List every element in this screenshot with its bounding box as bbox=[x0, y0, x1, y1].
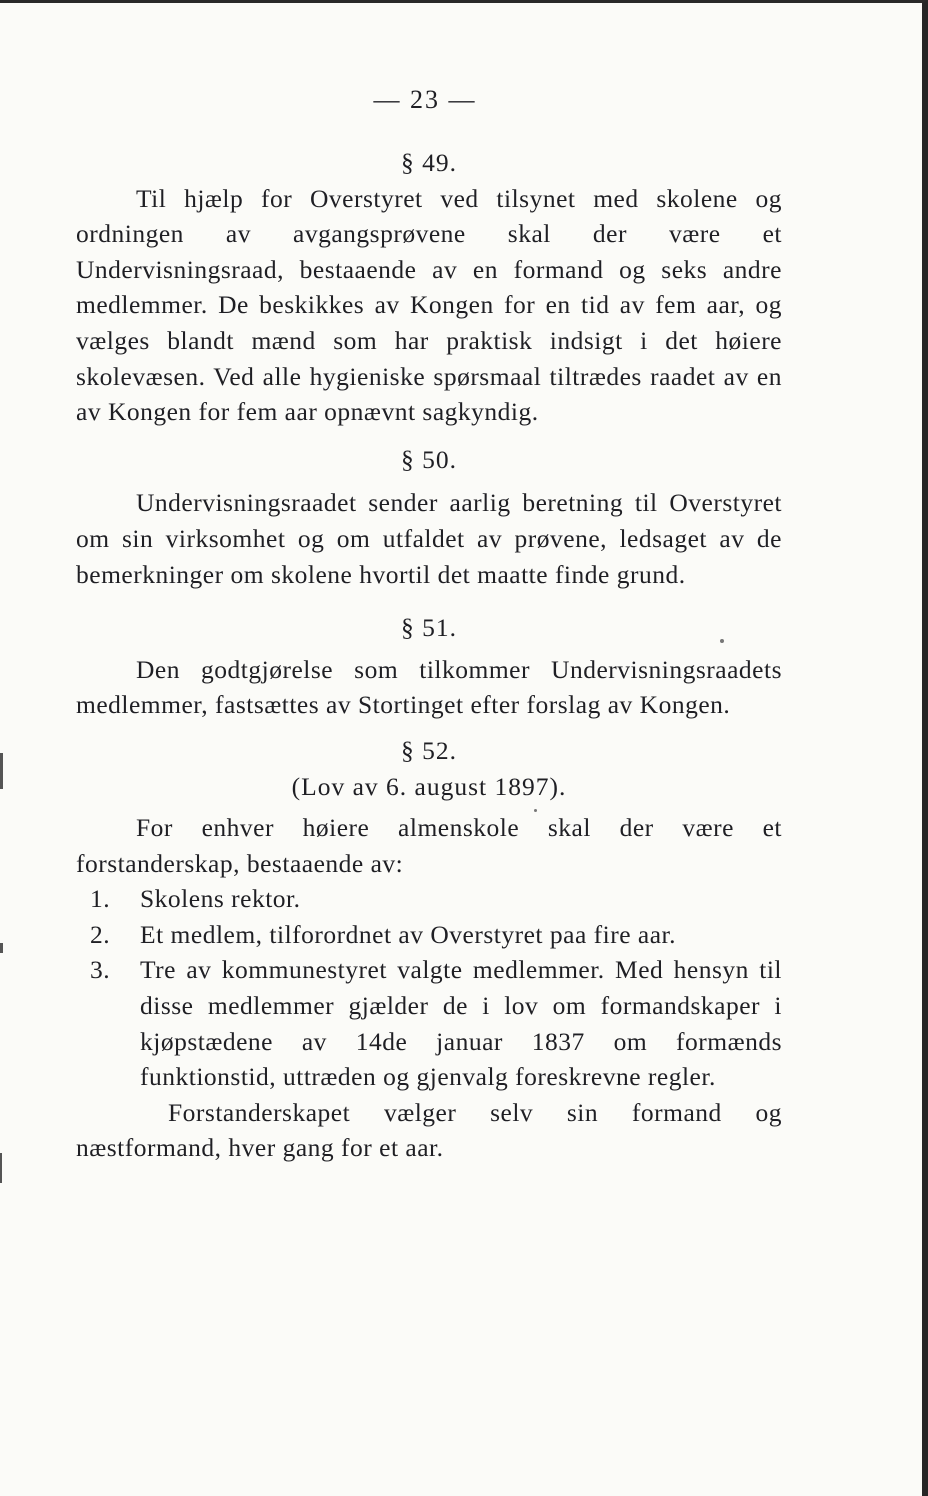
body-text bbox=[76, 145, 782, 1166]
scan-speck bbox=[720, 639, 724, 643]
paragraph: Undervisningsraadet sender aarlig beretning til Overstyret om sin virksomhet og om utfaldet av prøvene, ledsaget av de bemerkninger om skolene hvortil det maatte finde grund. bbox=[76, 488, 782, 589]
section-heading: § 51. bbox=[401, 613, 457, 643]
list-text: Tre av kommunestyret valgte medlemmer. Med hensyn til disse medlemmer gjælder de i lov om formandskaper i kjøpstædene av 14de januar 1837 om formænds funktionstid, uttræden og gjenvalg foreskrevne regler. bbox=[140, 955, 782, 1092]
member-list bbox=[76, 881, 782, 1095]
scan-edge-mark bbox=[0, 1153, 2, 1183]
paragraph: Den godtgjørelse som tilkommer Undervisningsraadets medlemmer, fastsættes av Stortinget efter forslag av Kongen. bbox=[76, 654, 782, 720]
list-item bbox=[76, 917, 782, 953]
list-item bbox=[76, 952, 782, 1094]
section-50 bbox=[76, 442, 782, 592]
list-number: 3. bbox=[90, 955, 111, 985]
scan-edge-mark bbox=[0, 753, 3, 789]
section-heading: § 49. bbox=[401, 148, 457, 177]
section-heading: § 50. bbox=[401, 444, 457, 474]
scan-speck bbox=[534, 809, 537, 812]
list-text: Skolens rektor. bbox=[140, 884, 301, 914]
list-number: 1. bbox=[90, 884, 111, 914]
intro-paragraph: For enhver høiere almenskole skal der være et forstanderskap, bestaaende av: bbox=[76, 813, 782, 878]
closing-paragraph: Forstanderskapet vælger selv sin formand og næstformand, hver gang for et aar. bbox=[76, 1097, 782, 1163]
list-number: 2. bbox=[90, 919, 111, 949]
scan-edge-mark bbox=[0, 943, 3, 953]
spacer bbox=[76, 592, 782, 610]
page-number: — 23 — bbox=[373, 85, 477, 114]
section-subheading: (Lov av 6. august 1897). bbox=[291, 771, 567, 801]
section-49 bbox=[76, 145, 782, 430]
list-item bbox=[76, 881, 782, 917]
list-text: Et medlem, tilforordnet av Overstyret paa fire aar. bbox=[140, 919, 676, 949]
section-52 bbox=[76, 733, 782, 1166]
section-51 bbox=[76, 610, 782, 723]
section-heading: § 52. bbox=[401, 735, 457, 765]
paragraph: Til hjælp for Overstyret ved tilsynet med skolene og ordningen av avgangsprøvene skal der være et Undervisningsraad, bestaaende av en formand og seks andre medlemmer. De beskikkes av Kongen for en tid av fem aar, og vælges blandt mænd som har praktisk indsigt i det høiere skolevæsen. Ved alle hygieniske spørsmaal tiltrædes raadet av en av Kongen for fem aar opnævnt sagkyndig. bbox=[76, 183, 782, 427]
